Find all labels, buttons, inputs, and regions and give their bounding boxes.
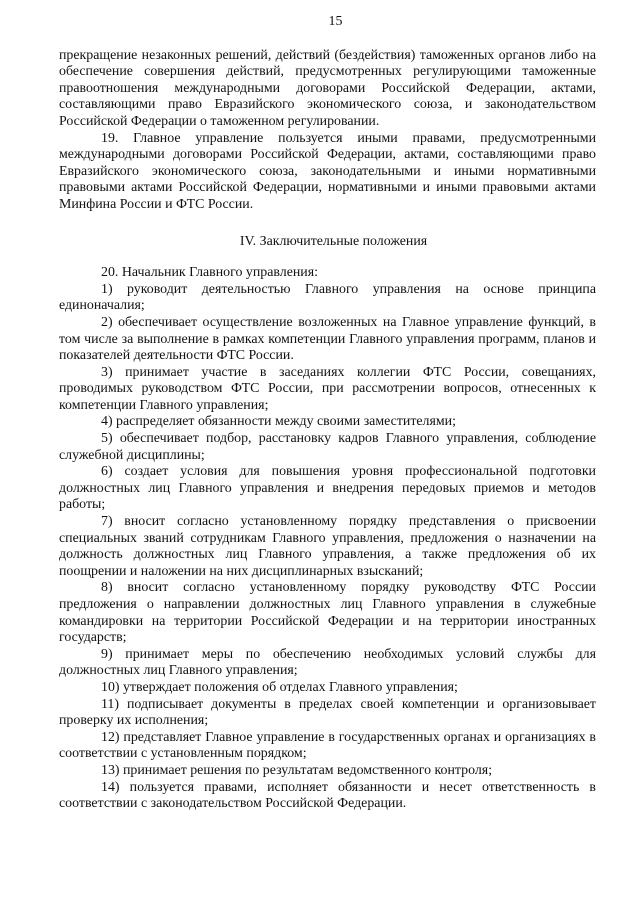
list-item-1: 1) руководит деятельностью Главного управления на основе принципа единоначалия; xyxy=(59,281,596,314)
list-item-3: 3) принимает участие в заседаниях коллегии ФТС России, совещаниях, проводимых руководством ФТС России, при рассмотрении вопросов, отнесенных к компетенции Главного управления; xyxy=(59,364,596,413)
list-item-11: 11) подписывает документы в пределах своей компетенции и организовывает проверку их исполнения; xyxy=(59,696,596,729)
list-item-8: 8) вносит согласно установленному порядку руководству ФТС России предложения о направлении должностных лиц Главного управления в служебные командировки на территории Российской Федерации и на территории иностранных государств; xyxy=(59,580,596,646)
list-item-5: 5) обеспечивает подбор, расстановку кадров Главного управления, соблюдение служебной дисциплины; xyxy=(59,431,596,463)
section-heading: IV. Заключительные положения xyxy=(239,233,428,249)
list-item-13: 13) принимает решения по результатам ведомственного контроля; xyxy=(101,762,493,778)
page-number: 15 xyxy=(328,14,343,29)
list-item-2: 2) обеспечивает осуществление возложенных на Главное управление функций, в том числе за выполнение в рамках компетенции Главного управления программ, планов и показателей деятельности ФТС России. xyxy=(59,314,596,364)
list-item-12: 12) представляет Главное управление в государственных органах и организациях в соответствии с установленным порядком; xyxy=(59,729,596,762)
list-item-7: 7) вносит согласно установленному порядку представления о присвоении специальных званий сотрудникам Главного управления, предложения о назначении на должность должностных лиц Главного управления, а также предложения об их поощрении и наложении на них дисциплинарных взысканий; xyxy=(59,514,596,579)
list-item-6: 6) создает условия для повышения уровня профессиональной подготовки должностных лиц Главного управления и внедрения передовых приемов и методов работы; xyxy=(59,464,596,513)
paragraph-20-lead: 20. Начальник Главного управления: xyxy=(101,265,318,281)
list-item-9: 9) принимает меры по обеспечению необходимых условий службы для должностных лиц Главного управления; xyxy=(59,646,596,679)
list-item-14: 14) пользуется правами, исполняет обязанности и несет ответственность в соответствии с законодательством Российской Федерации. xyxy=(59,779,596,812)
paragraph-19: 19. Главное управление пользуется иными правами, предусмотренными международными договорами Российской Федерации, актами, составляющими право Евразийского экономического союза, законодательными и иными нормативными правовыми актами Российской Федерации, нормативными и иными правовыми актами Минфина России и ФТС России. xyxy=(59,130,596,212)
intro-continuation-paragraph: прекращение незаконных решений, действий (бездействия) таможенных органов либо на обеспечение совершения действий, предусмотренных регулирующими таможенные правоотношения международными договорами Российской Федерации, актами, составляющими право Евразийского экономического союза, и законодательством Российской Федерации о таможенном регулировании. xyxy=(59,47,596,129)
list-item-4: 4) распределяет обязанности между своими заместителями; xyxy=(101,414,456,430)
list-item-10: 10) утверждает положения об отделах Главного управления; xyxy=(101,679,458,695)
